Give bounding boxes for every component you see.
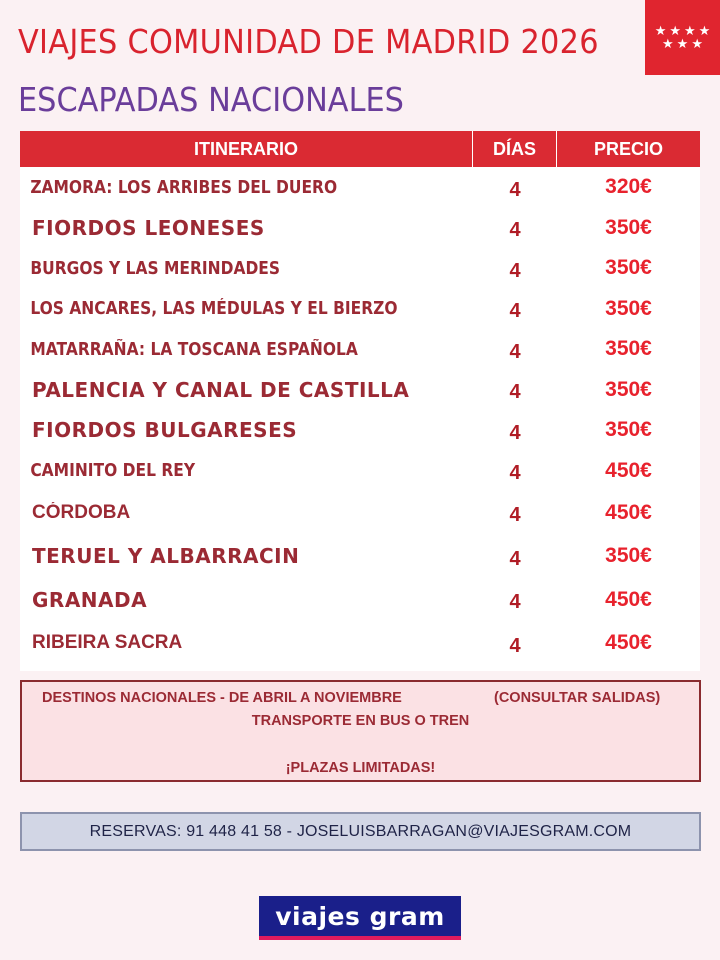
itinerary-cell: ZAMORA: LOS ARRIBES DEL DUERO [30, 176, 338, 198]
days-cell: 4 [509, 547, 521, 570]
header-days: DÍAS [473, 131, 557, 167]
itinerary-cell: FIORDOS LEONESES [32, 215, 265, 240]
days-cell: 4 [509, 504, 521, 527]
itinerary-cell: LOS ANCARES, LAS MÉDULAS Y EL BIERZO [30, 298, 398, 320]
header-itinerary: ITINERARIO [20, 131, 473, 167]
table-row [20, 535, 700, 579]
table-body [20, 167, 700, 671]
table-row [20, 410, 700, 451]
table-row [20, 451, 700, 492]
madrid-flag-icon [645, 0, 720, 75]
days-cell: 4 [509, 591, 521, 614]
itinerary-cell: BURGOS Y LAS MERINDADES [30, 257, 281, 279]
price-cell: 350€ [605, 215, 652, 239]
reservation-contact: RESERVAS: 91 448 41 58 - JOSELUISBARRAGAN@VIAJESGRAM.COM [20, 812, 701, 851]
logo-text: viajes gram [275, 901, 445, 931]
days-cell: 4 [509, 381, 521, 404]
notice-dates: DESTINOS NACIONALES - DE ABRIL A NOVIEMBRE [42, 690, 402, 706]
price-cell: 450€ [605, 587, 652, 611]
itinerary-cell: FIORDOS BULGARESES [32, 418, 298, 443]
star-icon: ★ [662, 36, 674, 52]
star-icon: ★ [669, 23, 681, 39]
table-row [20, 167, 700, 208]
table-row [20, 208, 700, 249]
days-cell: 4 [509, 634, 521, 657]
days-cell: 4 [509, 462, 521, 485]
star-icon: ★ [691, 36, 703, 52]
price-cell: 320€ [605, 175, 652, 199]
table-row [20, 622, 700, 666]
price-cell: 450€ [605, 458, 652, 482]
price-cell: 450€ [605, 631, 652, 655]
viajes-gram-logo [259, 896, 461, 940]
table-row [20, 289, 700, 330]
itinerary-cell: RIBEIRA SACRA [32, 632, 183, 654]
days-cell: 4 [509, 219, 521, 242]
table-header [20, 131, 700, 167]
days-cell: 4 [509, 340, 521, 363]
notice-consult: (CONSULTAR SALIDAS) [494, 690, 661, 706]
table-row [20, 491, 700, 535]
header-price: PRECIO [593, 138, 663, 159]
page-subtitle: ESCAPADAS NACIONALES [18, 80, 404, 119]
table-row [20, 329, 700, 370]
itinerary-table [20, 131, 700, 671]
days-cell: 4 [509, 300, 521, 323]
itinerary-cell: CÓRDOBA [32, 501, 131, 523]
notice-limited: ¡PLAZAS LIMITADAS! [285, 760, 436, 776]
notice-transport: TRANSPORTE EN BUS O TREN [251, 713, 470, 729]
itinerary-cell: GRANADA [32, 587, 148, 612]
table-row [20, 248, 700, 289]
price-cell: 450€ [605, 500, 652, 524]
table-row [20, 370, 700, 411]
price-cell: 350€ [605, 296, 652, 320]
price-cell: 350€ [605, 256, 652, 280]
itinerary-cell: PALENCIA Y CANAL DE CASTILLA [32, 377, 410, 402]
price-cell: 350€ [605, 337, 652, 361]
days-cell: 4 [509, 259, 521, 282]
price-cell: 350€ [605, 377, 652, 401]
days-cell: 4 [509, 178, 521, 201]
star-icon: ★ [684, 23, 696, 39]
price-cell: 350€ [605, 544, 652, 568]
star-icon: ★ [676, 36, 689, 52]
itinerary-cell: MATARRAÑA: LA TOSCANA ESPAÑOLA [30, 338, 358, 360]
days-cell: 4 [509, 421, 521, 444]
info-notice-box [20, 680, 701, 782]
price-cell: 350€ [605, 418, 652, 442]
star-icon: ★ [654, 23, 667, 39]
itinerary-cell: TERUEL Y ALBARRACIN [32, 544, 300, 569]
table-row [20, 578, 700, 622]
page-title: VIAJES COMUNIDAD DE MADRID 2026 [18, 22, 599, 61]
itinerary-cell: CAMINITO DEL REY [30, 460, 196, 482]
star-icon: ★ [698, 23, 711, 39]
